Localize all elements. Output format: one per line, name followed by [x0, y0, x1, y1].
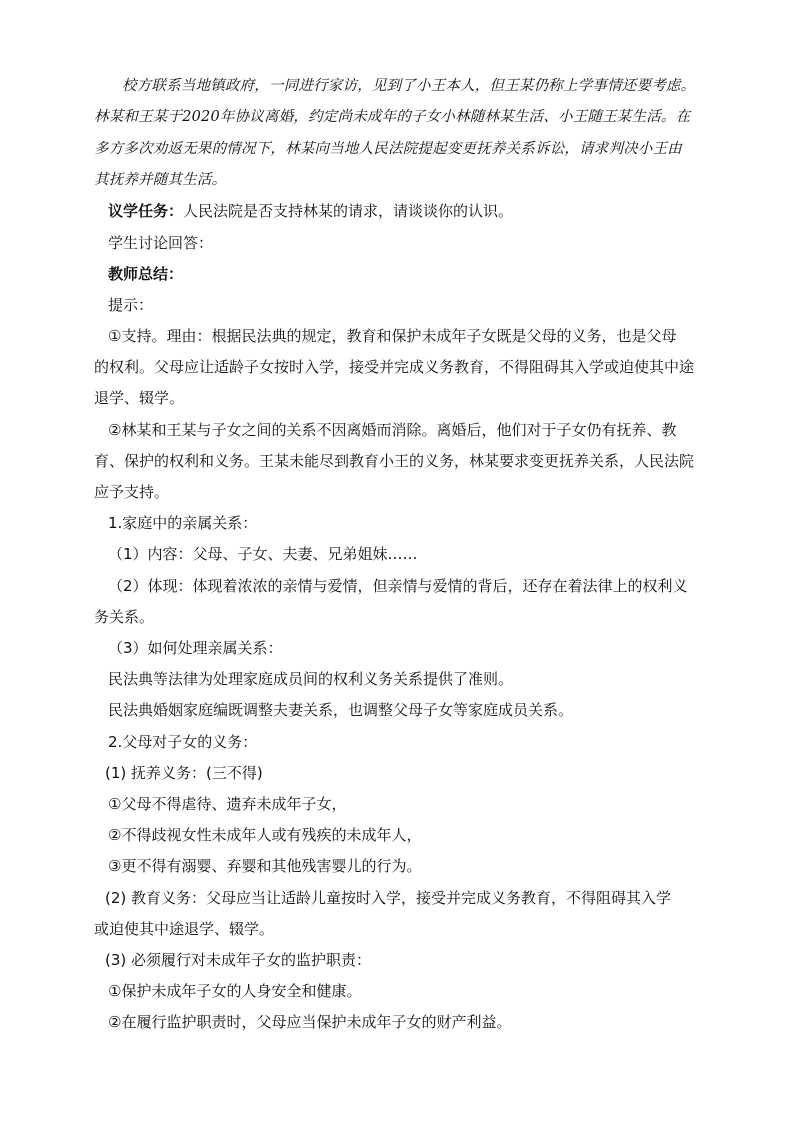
section2-guardian-item-1: ①保护未成年子女的人身安全和健康。	[108, 982, 362, 1000]
section2-raise-item-1: ①父母不得虐待、遗弃未成年子女，	[108, 795, 347, 813]
case-text-line-3: 多方多次劝返无果的情况下，林某向当地人民法院提起变更抚养关系诉讼，请求判决小王由	[94, 141, 682, 157]
section1-content: （1）内容：父母、子女、夫妻、兄弟姐妹……	[108, 545, 418, 563]
section2-educate-line-2: 或迫使其中途退学、辍学。	[94, 920, 275, 938]
section1-handle-p2: 民法典婚姻家庭编既调整夫妻关系，也调整父母子女等家庭成员关系。	[108, 701, 574, 719]
section2-title: 2.父母对子女的义务：	[108, 733, 258, 751]
answer1-line-2: 的权利。父母应让适龄子女按时入学，接受并完成义务教育，不得阻碍其入学或迫使其中途	[94, 358, 695, 376]
section2-guardian-item-2: ②在履行监护职责时，父母应当保护未成年子女的财产利益。	[108, 1013, 512, 1031]
task-label: 议学任务：	[108, 202, 184, 220]
answer1-line-1: ①支持。理由：根据民法典的规定，教育和保护未成年子女既是父母的义务，也是父母	[108, 327, 677, 345]
section2-raise-item-2: ②不得歧视女性未成年人或有残疾的未成年人，	[108, 826, 422, 844]
section1-title: 1.家庭中的亲属关系：	[108, 514, 258, 532]
answer2-line-1: ②林某和王某与子女之间的关系不因离婚而消除。离婚后，他们对于子女仍有抚养、教	[108, 421, 677, 439]
section1-handle: （3）如何处理亲属关系：	[108, 639, 283, 657]
answer1-line-3: 退学、辍学。	[94, 389, 185, 407]
answer2-line-3: 应予支持。	[94, 483, 170, 501]
section2-guardian: (3) 必须履行对未成年子女的监护职责：	[105, 951, 372, 969]
task-line	[108, 200, 513, 222]
case-text-line-2: 林某和王某于2020年协议离婚，约定尚未成年的子女小林随林某生活、小王随王某生活。在	[94, 109, 691, 125]
section2-raise: (1) 抚养义务：(三不得)	[105, 764, 263, 782]
answer2-line-2: 育、保护的权利和义务。王某未能尽到教育小王的义务，林某要求变更抚养关系，人民法院	[94, 452, 695, 470]
task-text: 人民法院是否支持林某的请求，请谈谈你的认识。	[183, 202, 514, 220]
summary-label: 教师总结：	[108, 265, 184, 283]
section2-raise-item-3: ③更不得有溺婴、弃婴和其他残害婴儿的行为。	[108, 857, 422, 875]
case-text-line-1: 校方联系当地镇政府，一同进行家访，见到了小王本人，但王某仍称上学事情还要考虑。	[122, 78, 696, 94]
case-text-line-4: 其抚养并随其生活。	[94, 172, 227, 188]
section2-educate-line-1: (2) 教育义务：父母应当让适龄儿童按时入学，接受并完成义务教育，不得阻碍其入学	[105, 889, 672, 907]
section1-handle-p1: 民法典等法律为处理家庭成员间的权利义务关系提供了准则。	[108, 670, 514, 688]
section1-reflect-line-2: 务关系。	[94, 608, 155, 626]
section1-reflect-line-1: （2）体现：体现着浓浓的亲情与爱情，但亲情与爱情的背后，还存在着法律上的权利义	[108, 577, 688, 595]
hint-label: 提示：	[108, 296, 154, 314]
discussion-prompt: 学生讨论回答：	[108, 234, 214, 252]
